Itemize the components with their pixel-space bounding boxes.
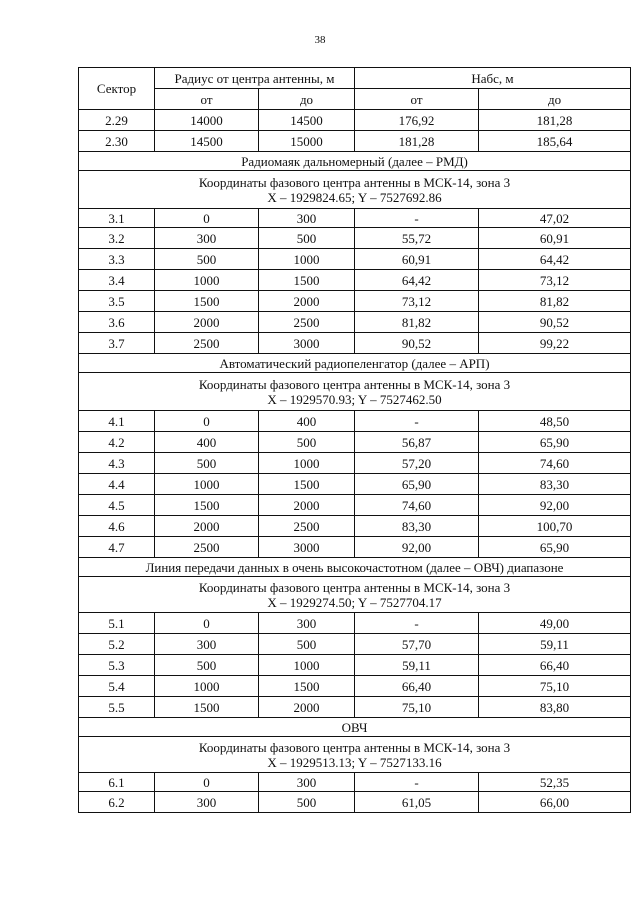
cell-sector: 4.1: [79, 411, 155, 432]
cell-habs-from: 56,87: [355, 432, 479, 453]
cell-sector: 4.5: [79, 495, 155, 516]
header-radius-from: от: [155, 89, 259, 110]
cell-radius-to: 500: [259, 792, 355, 813]
cell-radius-from: 0: [155, 209, 259, 228]
table-row: [79, 655, 631, 676]
coordinates-caption: Координаты фазового центра антенны в МСК-14, зона 3: [198, 579, 511, 595]
coordinates-cell: [79, 171, 631, 209]
table-row: [79, 773, 631, 792]
cell-habs-from: 60,91: [355, 249, 479, 270]
cell-habs-from: -: [355, 209, 479, 228]
cell-sector: 3.3: [79, 249, 155, 270]
table-row: [79, 792, 631, 813]
cell-habs-to: 65,90: [479, 432, 631, 453]
coordinates-row: [79, 577, 631, 613]
section-title-row: [79, 354, 631, 373]
coordinates-row: [79, 737, 631, 773]
cell-habs-to: 48,50: [479, 411, 631, 432]
section-title: Радиомаяк дальномерный (далее – РМД): [79, 152, 631, 171]
cell-radius-from: 14000: [155, 110, 259, 131]
cell-radius-to: 2000: [259, 495, 355, 516]
cell-sector: 3.1: [79, 209, 155, 228]
section-title-row: [79, 718, 631, 737]
cell-radius-to: 1000: [259, 453, 355, 474]
cell-radius-from: 2500: [155, 537, 259, 558]
coordinates-caption: Координаты фазового центра антенны в МСК-14, зона 3: [198, 376, 511, 392]
cell-radius-from: 500: [155, 453, 259, 474]
cell-radius-to: 2500: [259, 516, 355, 537]
coordinates-row: [79, 171, 631, 209]
cell-radius-from: 1500: [155, 697, 259, 718]
cell-habs-to: 185,64: [479, 131, 631, 152]
coordinates-cell: [79, 373, 631, 411]
cell-habs-to: 47,02: [479, 209, 631, 228]
cell-radius-from: 2000: [155, 312, 259, 333]
table-row: [79, 613, 631, 634]
cell-radius-to: 400: [259, 411, 355, 432]
cell-radius-from: 1500: [155, 291, 259, 312]
cell-habs-from: 64,42: [355, 270, 479, 291]
table-row: [79, 228, 631, 249]
cell-habs-to: 49,00: [479, 613, 631, 634]
cell-sector: 5.5: [79, 697, 155, 718]
coordinates-caption: Координаты фазового центра антенны в МСК-14, зона 3: [198, 739, 511, 755]
cell-habs-to: 66,00: [479, 792, 631, 813]
cell-habs-to: 59,11: [479, 634, 631, 655]
coordinates-values: X – 1929824.65; Y – 7527692.86: [267, 189, 442, 205]
cell-radius-to: 14500: [259, 110, 355, 131]
cell-habs-to: 60,91: [479, 228, 631, 249]
cell-habs-from: 83,30: [355, 516, 479, 537]
cell-radius-from: 500: [155, 249, 259, 270]
cell-radius-to: 500: [259, 432, 355, 453]
cell-sector: 4.4: [79, 474, 155, 495]
table-row: [79, 110, 631, 131]
cell-sector: 4.2: [79, 432, 155, 453]
coordinates-values: X – 1929513.13; Y – 7527133.16: [267, 754, 442, 770]
cell-radius-from: 1500: [155, 495, 259, 516]
cell-habs-to: 65,90: [479, 537, 631, 558]
cell-radius-to: 1500: [259, 676, 355, 697]
header-row-sub: [79, 89, 631, 110]
table-row: [79, 537, 631, 558]
cell-radius-to: 3000: [259, 333, 355, 354]
cell-sector: 2.29: [79, 110, 155, 131]
cell-radius-to: 2000: [259, 291, 355, 312]
table-row: [79, 495, 631, 516]
cell-sector: 2.30: [79, 131, 155, 152]
cell-habs-from: 66,40: [355, 676, 479, 697]
section-title: Автоматический радиопеленгатор (далее – АРП): [79, 354, 631, 373]
cell-sector: 3.6: [79, 312, 155, 333]
cell-habs-to: 99,22: [479, 333, 631, 354]
cell-habs-to: 66,40: [479, 655, 631, 676]
table-row: [79, 697, 631, 718]
cell-sector: 3.2: [79, 228, 155, 249]
cell-radius-to: 1000: [259, 655, 355, 676]
table-body: [79, 110, 631, 813]
cell-habs-from: 65,90: [355, 474, 479, 495]
table-row: [79, 270, 631, 291]
header-habs-to: до: [479, 89, 631, 110]
cell-radius-from: 1000: [155, 474, 259, 495]
cell-radius-to: 1500: [259, 270, 355, 291]
cell-habs-from: 90,52: [355, 333, 479, 354]
cell-radius-from: 300: [155, 228, 259, 249]
cell-sector: 3.4: [79, 270, 155, 291]
cell-habs-from: 55,72: [355, 228, 479, 249]
cell-radius-from: 1000: [155, 270, 259, 291]
cell-habs-to: 73,12: [479, 270, 631, 291]
cell-radius-to: 15000: [259, 131, 355, 152]
table-row: [79, 516, 631, 537]
cell-habs-to: 181,28: [479, 110, 631, 131]
cell-sector: 6.2: [79, 792, 155, 813]
cell-habs-to: 52,35: [479, 773, 631, 792]
cell-radius-from: 14500: [155, 131, 259, 152]
table-row: [79, 432, 631, 453]
cell-radius-from: 300: [155, 634, 259, 655]
cell-radius-from: 300: [155, 792, 259, 813]
section-title: Линия передачи данных в очень высокочастотном (далее – ОВЧ) диапазоне: [79, 558, 631, 577]
cell-habs-to: 81,82: [479, 291, 631, 312]
cell-habs-to: 74,60: [479, 453, 631, 474]
cell-habs-from: 81,82: [355, 312, 479, 333]
header-sector: Сектор: [79, 68, 155, 110]
table-row: [79, 291, 631, 312]
cell-habs-to: 75,10: [479, 676, 631, 697]
coordinates-cell: [79, 737, 631, 773]
cell-radius-to: 2500: [259, 312, 355, 333]
header-radius-to: до: [259, 89, 355, 110]
header-row-top: [79, 68, 631, 89]
cell-sector: 4.3: [79, 453, 155, 474]
table-row: [79, 249, 631, 270]
table-row: [79, 209, 631, 228]
cell-habs-from: 176,92: [355, 110, 479, 131]
cell-radius-to: 500: [259, 228, 355, 249]
cell-radius-to: 1000: [259, 249, 355, 270]
cell-radius-from: 1000: [155, 676, 259, 697]
cell-habs-from: 57,20: [355, 453, 479, 474]
cell-radius-from: 2500: [155, 333, 259, 354]
cell-habs-to: 92,00: [479, 495, 631, 516]
cell-sector: 4.7: [79, 537, 155, 558]
cell-radius-from: 2000: [155, 516, 259, 537]
cell-radius-to: 2000: [259, 697, 355, 718]
table-row: [79, 312, 631, 333]
cell-habs-from: 92,00: [355, 537, 479, 558]
cell-habs-to: 100,70: [479, 516, 631, 537]
coordinates-cell: [79, 577, 631, 613]
coordinates-caption: Координаты фазового центра антенны в МСК-14, зона 3: [198, 174, 511, 190]
cell-habs-to: 83,30: [479, 474, 631, 495]
cell-radius-to: 300: [259, 209, 355, 228]
cell-radius-to: 1500: [259, 474, 355, 495]
cell-radius-from: 0: [155, 613, 259, 634]
cell-radius-from: 500: [155, 655, 259, 676]
cell-habs-from: 75,10: [355, 697, 479, 718]
cell-sector: 5.1: [79, 613, 155, 634]
cell-sector: 4.6: [79, 516, 155, 537]
cell-habs-from: 59,11: [355, 655, 479, 676]
coordinates-row: [79, 373, 631, 411]
cell-radius-to: 300: [259, 613, 355, 634]
cell-habs-from: 57,70: [355, 634, 479, 655]
table-row: [79, 634, 631, 655]
cell-sector: 5.4: [79, 676, 155, 697]
height-limits-table: [78, 67, 631, 813]
cell-habs-from: 73,12: [355, 291, 479, 312]
section-title-row: [79, 152, 631, 171]
header-habs: Набс, м: [355, 68, 631, 89]
coordinates-values: X – 1929274.50; Y – 7527704.17: [267, 594, 442, 610]
table-row: [79, 333, 631, 354]
cell-radius-from: 400: [155, 432, 259, 453]
cell-sector: 5.3: [79, 655, 155, 676]
table-row: [79, 474, 631, 495]
cell-sector: 3.7: [79, 333, 155, 354]
header-radius: Радиус от центра антенны, м: [155, 68, 355, 89]
cell-sector: 3.5: [79, 291, 155, 312]
cell-habs-from: 74,60: [355, 495, 479, 516]
cell-radius-to: 300: [259, 773, 355, 792]
cell-radius-to: 500: [259, 634, 355, 655]
cell-habs-to: 64,42: [479, 249, 631, 270]
section-title-row: [79, 558, 631, 577]
table-row: [79, 453, 631, 474]
section-title: ОВЧ: [79, 718, 631, 737]
cell-habs-to: 90,52: [479, 312, 631, 333]
cell-sector: 6.1: [79, 773, 155, 792]
cell-habs-from: -: [355, 613, 479, 634]
cell-habs-from: 61,05: [355, 792, 479, 813]
cell-radius-from: 0: [155, 773, 259, 792]
coordinates-values: X – 1929570.93; Y – 7527462.50: [267, 391, 442, 407]
cell-radius-from: 0: [155, 411, 259, 432]
header-habs-from: от: [355, 89, 479, 110]
page-number: 38: [314, 34, 326, 46]
cell-habs-from: 181,28: [355, 131, 479, 152]
table-row: [79, 411, 631, 432]
cell-habs-to: 83,80: [479, 697, 631, 718]
table-row: [79, 676, 631, 697]
cell-radius-to: 3000: [259, 537, 355, 558]
cell-habs-from: -: [355, 411, 479, 432]
cell-sector: 5.2: [79, 634, 155, 655]
table-row: [79, 131, 631, 152]
cell-habs-from: -: [355, 773, 479, 792]
